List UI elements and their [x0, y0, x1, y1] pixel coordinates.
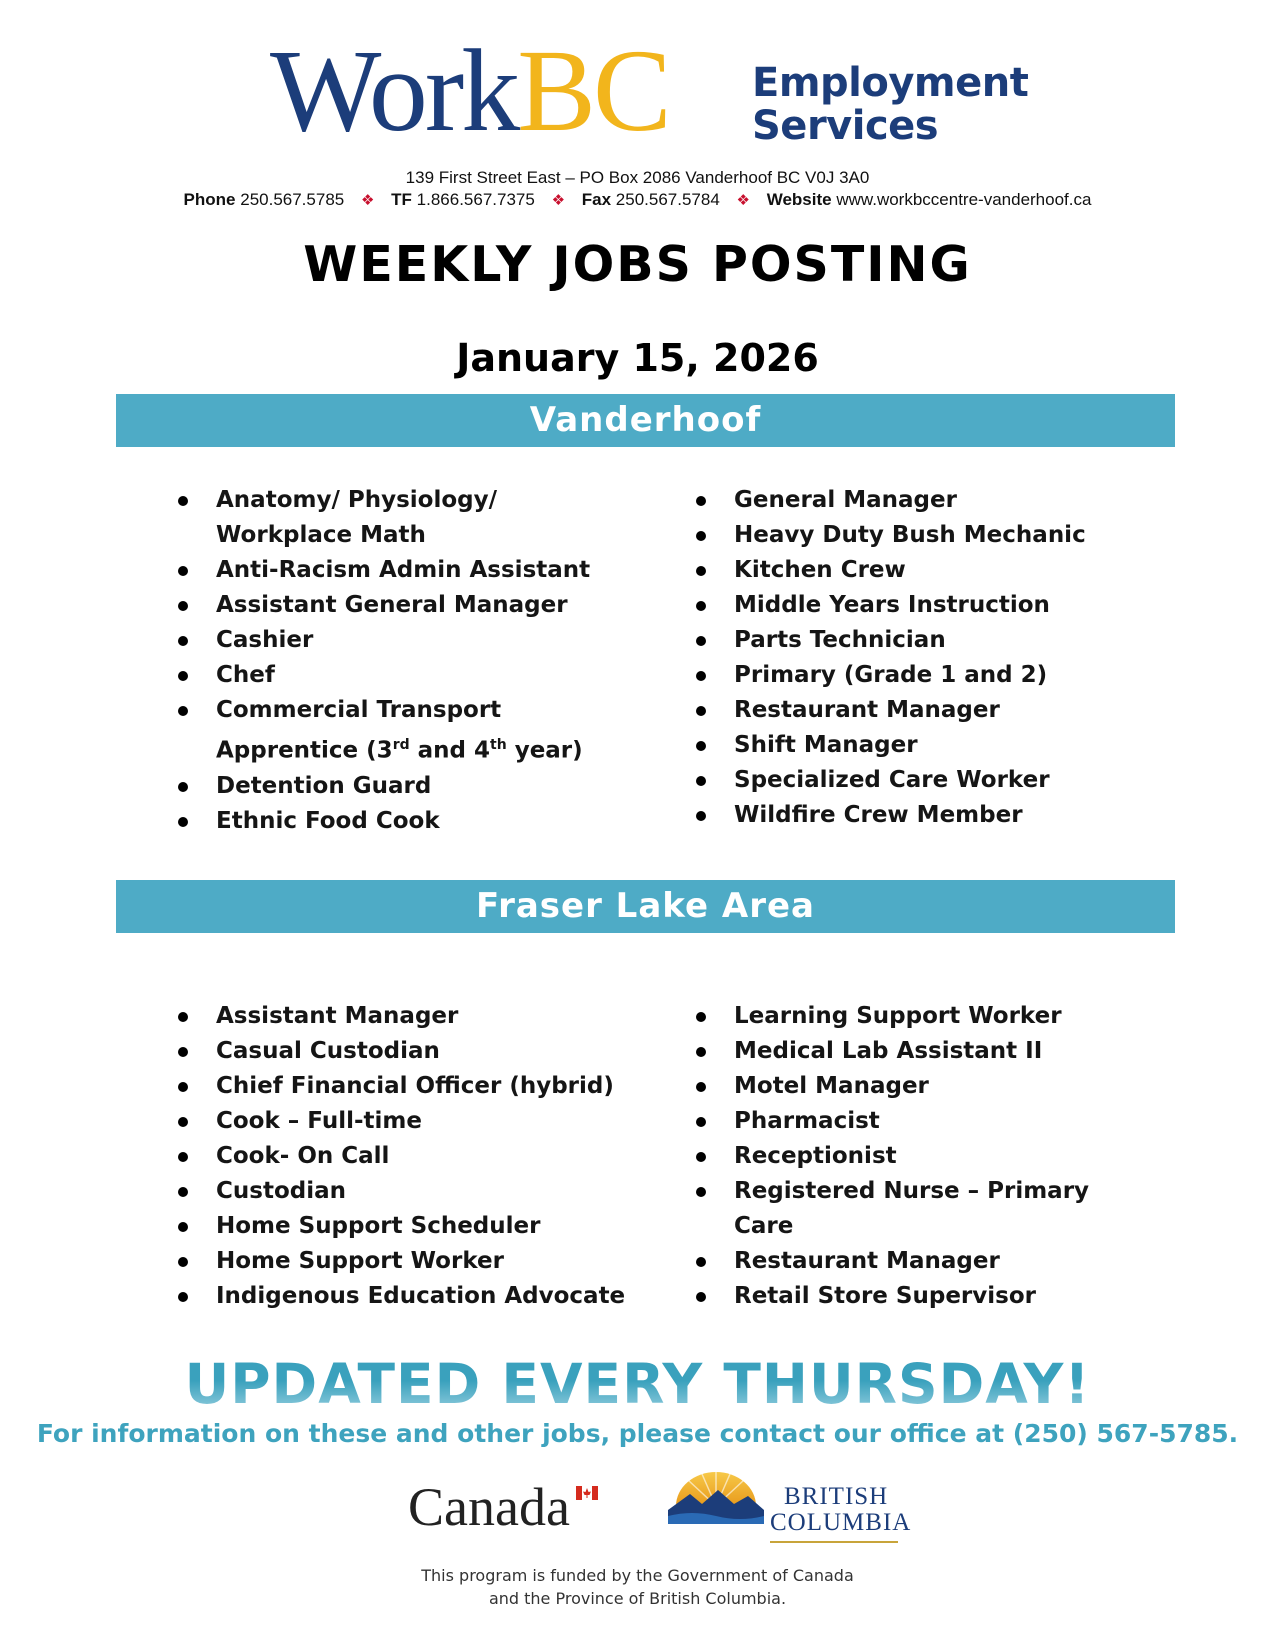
section-header-fraser-lake: Fraser Lake Area — [116, 880, 1175, 933]
list-item: General Manager — [694, 483, 1174, 518]
list-item: Kitchen Crew — [694, 553, 1174, 588]
list-item: Pharmacist — [694, 1104, 1174, 1139]
list-item: Assistant General Manager — [176, 588, 656, 623]
workbc-logo — [270, 25, 669, 156]
phone-label: Phone — [183, 190, 236, 209]
list-item: Parts Technician — [694, 623, 1174, 658]
funding-line1: This program is funded by the Government of Canada — [421, 1566, 854, 1585]
list-item: Anatomy/ Physiology/ Workplace Math — [176, 483, 656, 553]
bc-wordmark — [770, 1484, 911, 1543]
list-item: Chief Financial Officer (hybrid) — [176, 1069, 656, 1104]
logo-subtitle-line2: Services — [752, 103, 939, 150]
separator-icon: ❖ — [736, 192, 750, 209]
canada-text: Canada — [408, 1477, 570, 1537]
list-item: Heavy Duty Bush Mechanic — [694, 518, 1174, 553]
list-item: Home Support Worker — [176, 1244, 656, 1279]
contact-line — [0, 190, 1275, 210]
logo-work-text: Work — [270, 25, 518, 156]
phone-number: 250.567.5785 — [240, 190, 345, 209]
list-item: Custodian — [176, 1174, 656, 1209]
bc-sun-logo-icon — [668, 1466, 764, 1528]
canada-wordmark — [408, 1476, 570, 1538]
list-item: Cook – Full-time — [176, 1104, 656, 1139]
fraser-lake-jobs-right — [694, 999, 1174, 1314]
list-item: Casual Custodian — [176, 1034, 656, 1069]
logo-bc-text: BC — [517, 25, 669, 156]
bc-underline — [770, 1541, 898, 1543]
section-header-vanderhoof: Vanderhoof — [116, 394, 1175, 447]
list-item: Registered Nurse – Primary Care — [694, 1174, 1174, 1244]
separator-icon: ❖ — [551, 192, 566, 209]
vanderhoof-jobs-left — [176, 483, 656, 839]
list-item: Home Support Scheduler — [176, 1209, 656, 1244]
bc-line2: COLUMBIA — [770, 1509, 912, 1537]
canada-flag-icon — [576, 1486, 598, 1500]
list-item: Retail Store Supervisor — [694, 1279, 1174, 1314]
list-item: Chef — [176, 658, 656, 693]
list-item: Middle Years Instruction — [694, 588, 1174, 623]
contact-info: For information on these and other jobs, please contact our office at (250) 567-5785. — [36, 1419, 1239, 1448]
tf-label: TF — [391, 190, 412, 209]
website-label: Website — [766, 190, 832, 209]
list-item: Receptionist — [694, 1139, 1174, 1174]
list-item: Restaurant Manager — [694, 693, 1174, 728]
list-item: Assistant Manager — [176, 999, 656, 1034]
list-item: Medical Lab Assistant II — [694, 1034, 1174, 1069]
list-item: Learning Support Worker — [694, 999, 1174, 1034]
address: 139 First Street East – PO Box 2086 Vanderhoof BC V0J 3A0 — [405, 168, 870, 187]
bc-line1: BRITISH — [784, 1483, 889, 1510]
fraser-lake-jobs-left — [176, 999, 656, 1314]
list-item: Indigenous Education Advocate — [176, 1279, 656, 1314]
list-item: Cashier — [176, 623, 656, 658]
list-item: Specialized Care Worker — [694, 763, 1174, 798]
fax-number: 250.567.5784 — [615, 190, 720, 209]
logo-subtitle — [752, 62, 1028, 148]
list-item: Primary (Grade 1 and 2) — [694, 658, 1174, 693]
page-title: WEEKLY JOBS POSTING — [303, 236, 972, 293]
list-item: Restaurant Manager — [694, 1244, 1174, 1279]
list-item: Anti-Racism Admin Assistant — [176, 553, 656, 588]
list-item: Ethnic Food Cook — [176, 804, 656, 839]
logo-subtitle-line1: Employment — [752, 60, 1029, 106]
list-item: Motel Manager — [694, 1069, 1174, 1104]
list-item: Wildfire Crew Member — [694, 798, 1174, 833]
funding-line2: and the Province of British Columbia. — [488, 1589, 787, 1608]
posting-date: January 15, 2026 — [456, 336, 819, 380]
list-item: Detention Guard — [176, 769, 656, 804]
tf-number: 1.866.567.7375 — [416, 190, 535, 209]
website-link[interactable]: www.workbccentre-vanderhoof.ca — [836, 190, 1092, 209]
list-item: Cook- On Call — [176, 1139, 656, 1174]
updated-banner: UPDATED EVERY THURSDAY! — [0, 1352, 1275, 1416]
list-item: Shift Manager — [694, 728, 1174, 763]
separator-icon: ❖ — [360, 192, 375, 209]
vanderhoof-jobs-right — [694, 483, 1174, 833]
fax-label: Fax — [581, 190, 612, 209]
funding-statement — [0, 1564, 1275, 1610]
list-item: Commercial Transport Apprentice (3rd and 4th year) — [176, 693, 656, 769]
